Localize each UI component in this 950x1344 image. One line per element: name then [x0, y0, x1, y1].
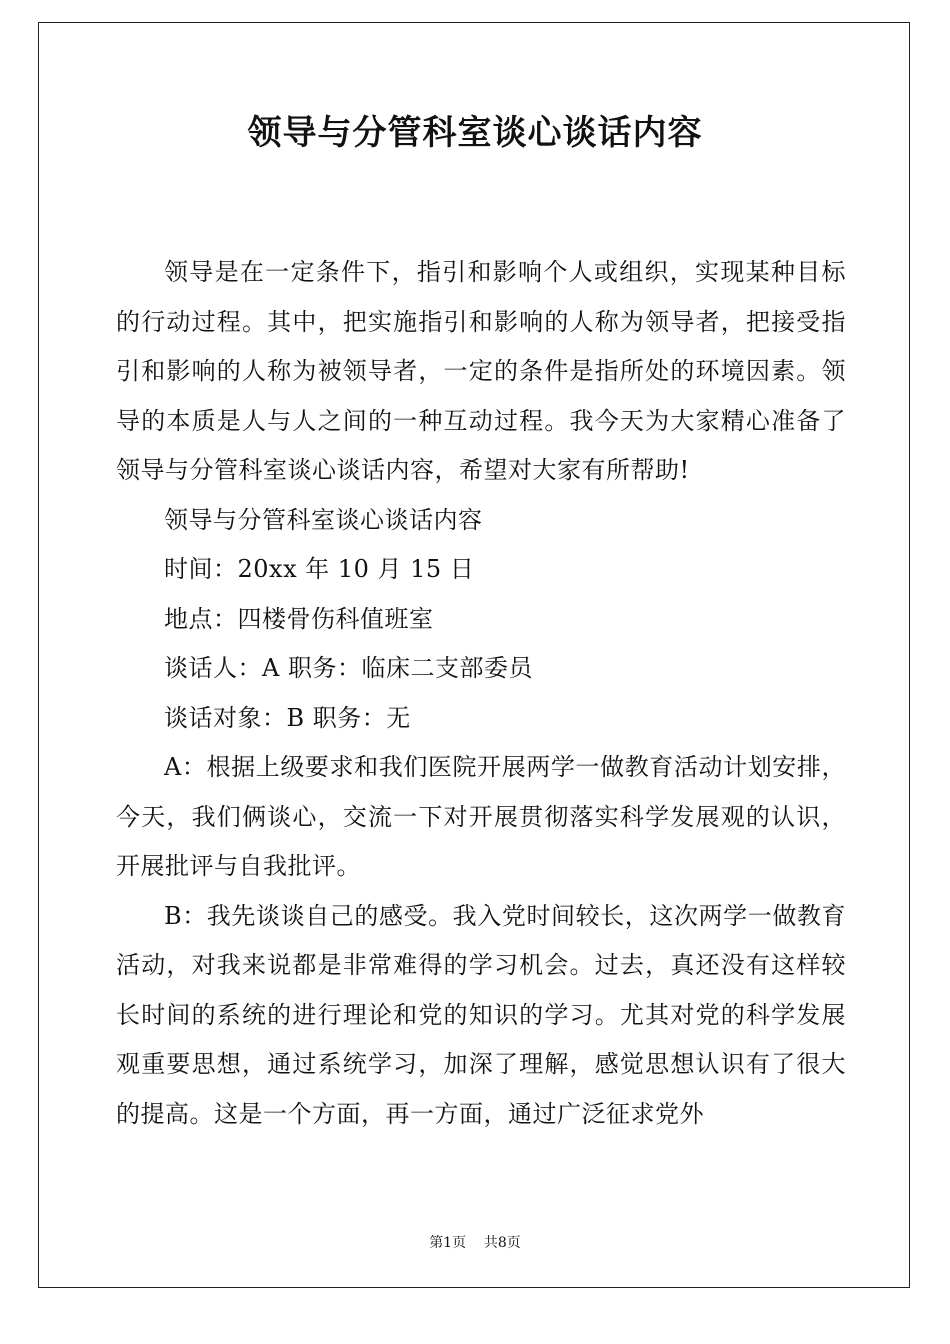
- page-number-footer: 第1页 共8页: [429, 1235, 521, 1251]
- document-title: 领导与分管科室谈心谈话内容: [247, 112, 703, 153]
- paragraph-a-statement: A：根据上级要求和我们医院开展两学一做教育活动计划安排，今天，我们俩谈心，交流一下对开展贯彻落实科学发展观的认识，开展批评与自我批评。: [116, 753, 846, 880]
- paragraph-location: 地点：四楼骨伤科值班室: [164, 604, 434, 633]
- paragraph-b-statement: B：我先谈谈自己的感受。我入党时间较长，这次两学一做教育活动，对我来说都是非常难得的学习机会。过去，真还没有这样较长时间的系统的进行理论和党的知识的学习。尤其对党的科学发展观重要思想，通过系统学习，加深了理解，感觉思想认识有了很大的提高。这是一个方面，再一方面，通过广泛征求党外: [116, 901, 846, 1128]
- paragraph-time: 时间：20xx 年 10 月 15 日: [164, 555, 475, 583]
- paragraph-subtitle: 领导与分管科室谈心谈话内容: [164, 505, 483, 534]
- paragraph-intro: 领导是在一定条件下，指引和影响个人或组织，实现某种目标的行动过程。其中，把实施指引和影响的人称为领导者，把接受指引和影响的人称为被领导者，一定的条件是指所处的环境因素。领导的本质是人与人之间的一种互动过程。我今天为大家精心准备了领导与分管科室谈心谈话内容，希望对大家有所帮助!: [116, 258, 846, 484]
- document-body: [116, 248, 846, 1139]
- paragraph-speaker: 谈话人：A 职务：临床二支部委员: [164, 654, 533, 682]
- paragraph-interviewee: 谈话对象：B 职务：无: [164, 703, 411, 732]
